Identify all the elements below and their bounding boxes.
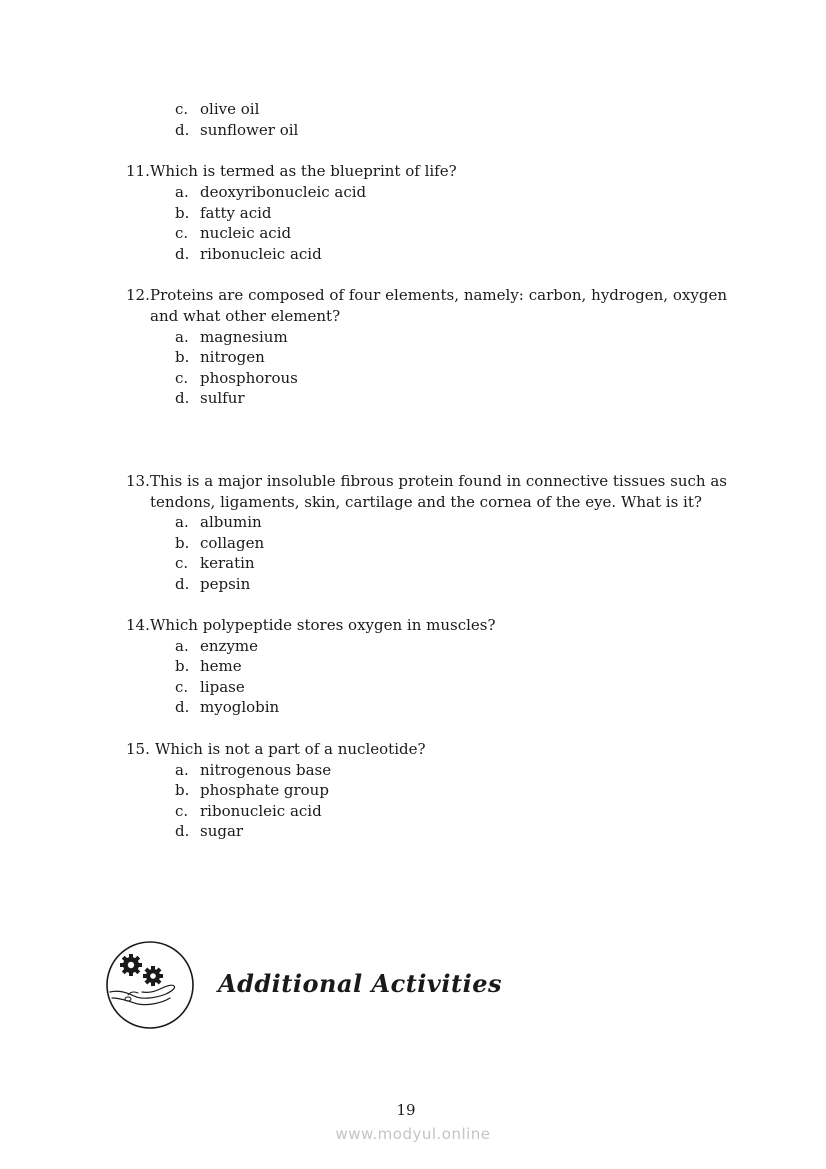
option-letter: c. (175, 369, 189, 387)
option-text: sulfur (200, 389, 245, 407)
option-text: ribonucleic acid (200, 802, 322, 820)
option-text: enzyme (200, 637, 259, 655)
option-letter: d. (175, 822, 190, 840)
option-text: albumin (200, 513, 262, 531)
option-letter: b. (175, 781, 190, 799)
option-text: sunflower oil (200, 121, 299, 139)
option-text: collagen (200, 534, 265, 552)
option-text: fatty acid (200, 204, 272, 222)
option-letter: a. (175, 637, 189, 655)
option-letter: d. (175, 389, 190, 407)
option-letter: c. (175, 224, 189, 242)
question-text: Which polypeptide stores oxygen in muscles? (150, 616, 496, 634)
option-letter: c. (175, 554, 189, 572)
option-text: nitrogenous base (200, 761, 332, 779)
question-text: Which is termed as the blueprint of life? (150, 162, 457, 180)
option-text: magnesium (200, 328, 288, 346)
option-text: deoxyribonucleic acid (200, 183, 367, 201)
question-number: 15. (126, 740, 150, 758)
option-letter: d. (175, 245, 190, 263)
question-number: 14. (126, 616, 150, 634)
question-text: and what other element? (150, 307, 341, 325)
option-letter: b. (175, 534, 190, 552)
option-letter: a. (175, 761, 189, 779)
option-text: myoglobin (200, 698, 280, 716)
option-text: nitrogen (200, 348, 265, 366)
watermark: www.modyul.online (335, 1125, 491, 1143)
gears-in-hand-icon (104, 940, 196, 1030)
option-letter: b. (175, 348, 190, 366)
question-number: 11. (126, 162, 150, 180)
option-letter: d. (175, 575, 190, 593)
page-number: 19 (396, 1101, 416, 1119)
option-text: pepsin (200, 575, 251, 593)
option-letter: a. (175, 183, 189, 201)
option-text: phosphate group (200, 781, 329, 799)
option-text: phosphorous (200, 369, 298, 387)
option-text: heme (200, 657, 242, 675)
question-text: This is a major insoluble fibrous protein found in connective tissues such as (150, 472, 727, 490)
question-text: tendons, ligaments, skin, cartilage and the cornea of the eye. What is it? (150, 493, 702, 511)
option-text: olive oil (200, 100, 260, 118)
option-text: nucleic acid (200, 224, 292, 242)
question-number: 12. (126, 286, 150, 304)
question-number: 13. (126, 472, 150, 490)
option-letter: c. (175, 802, 189, 820)
option-letter: a. (175, 328, 189, 346)
option-letter: b. (175, 657, 190, 675)
question-text: Proteins are composed of four elements, namely: carbon, hydrogen, oxygen (150, 286, 727, 304)
section-heading: Additional Activities (218, 969, 502, 998)
option-text: sugar (200, 822, 244, 840)
option-letter: b. (175, 204, 190, 222)
option-letter: a. (175, 513, 189, 531)
option-text: keratin (200, 554, 255, 572)
option-text: lipase (200, 678, 245, 696)
question-text: Which is not a part of a nucleotide? (155, 740, 426, 758)
option-letter: d. (175, 121, 190, 139)
option-letter: c. (175, 100, 189, 118)
option-text: ribonucleic acid (200, 245, 322, 263)
option-letter: c. (175, 678, 189, 696)
option-letter: d. (175, 698, 190, 716)
